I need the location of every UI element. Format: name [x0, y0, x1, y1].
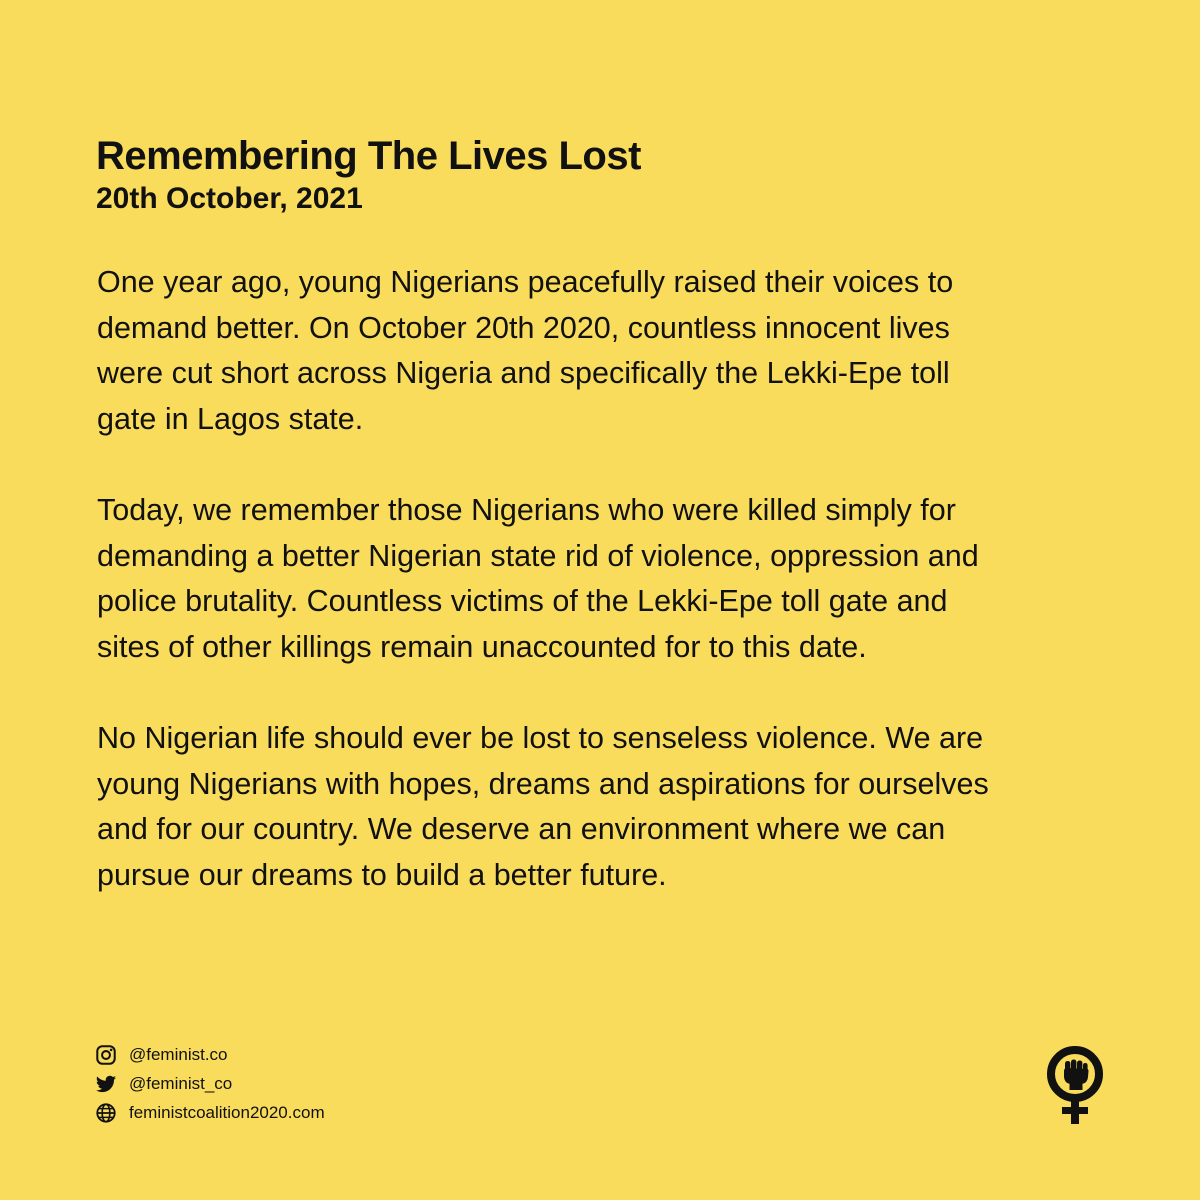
twitter-icon	[95, 1073, 117, 1095]
paragraph-2: Today, we remember those Nigerians who were killed simply for demanding a better Nigerian state rid of violence, oppression and police brutality. Countless victims of the Lekki-Epe toll gate and sites of other killings remain unaccounted for to this date.	[97, 493, 979, 664]
statement-body	[97, 260, 1107, 944]
website-link[interactable]	[95, 1098, 325, 1127]
twitter-link[interactable]	[95, 1069, 325, 1098]
header	[96, 132, 1106, 218]
paragraph-3: No Nigerian life should ever be lost to senseless violence. We are young Nigerians with hopes, dreams and aspirations for ourselves and for our country. We deserve an environment where we can pursue our dreams to build a better future.	[97, 721, 989, 892]
twitter-handle: @feminist_co	[129, 1073, 233, 1093]
paragraph-1: One year ago, young Nigerians peacefully raised their voices to demand better. On October 20th 2020, countless innocent lives were cut short across Nigeria and specifically the Lekki-Epe toll gate in Lagos state.	[97, 265, 954, 436]
globe-icon	[95, 1102, 117, 1124]
instagram-icon	[95, 1044, 117, 1066]
instagram-handle: @feminist.co	[129, 1044, 228, 1064]
website-url: feministcoalition2020.com	[129, 1102, 325, 1122]
page-title: Remembering The Lives Lost	[96, 134, 641, 178]
social-links	[95, 1040, 325, 1127]
instagram-link[interactable]	[95, 1040, 325, 1069]
statement-date: 20th October, 2021	[96, 182, 363, 215]
feminist-fist-symbol-icon	[1042, 1044, 1108, 1126]
